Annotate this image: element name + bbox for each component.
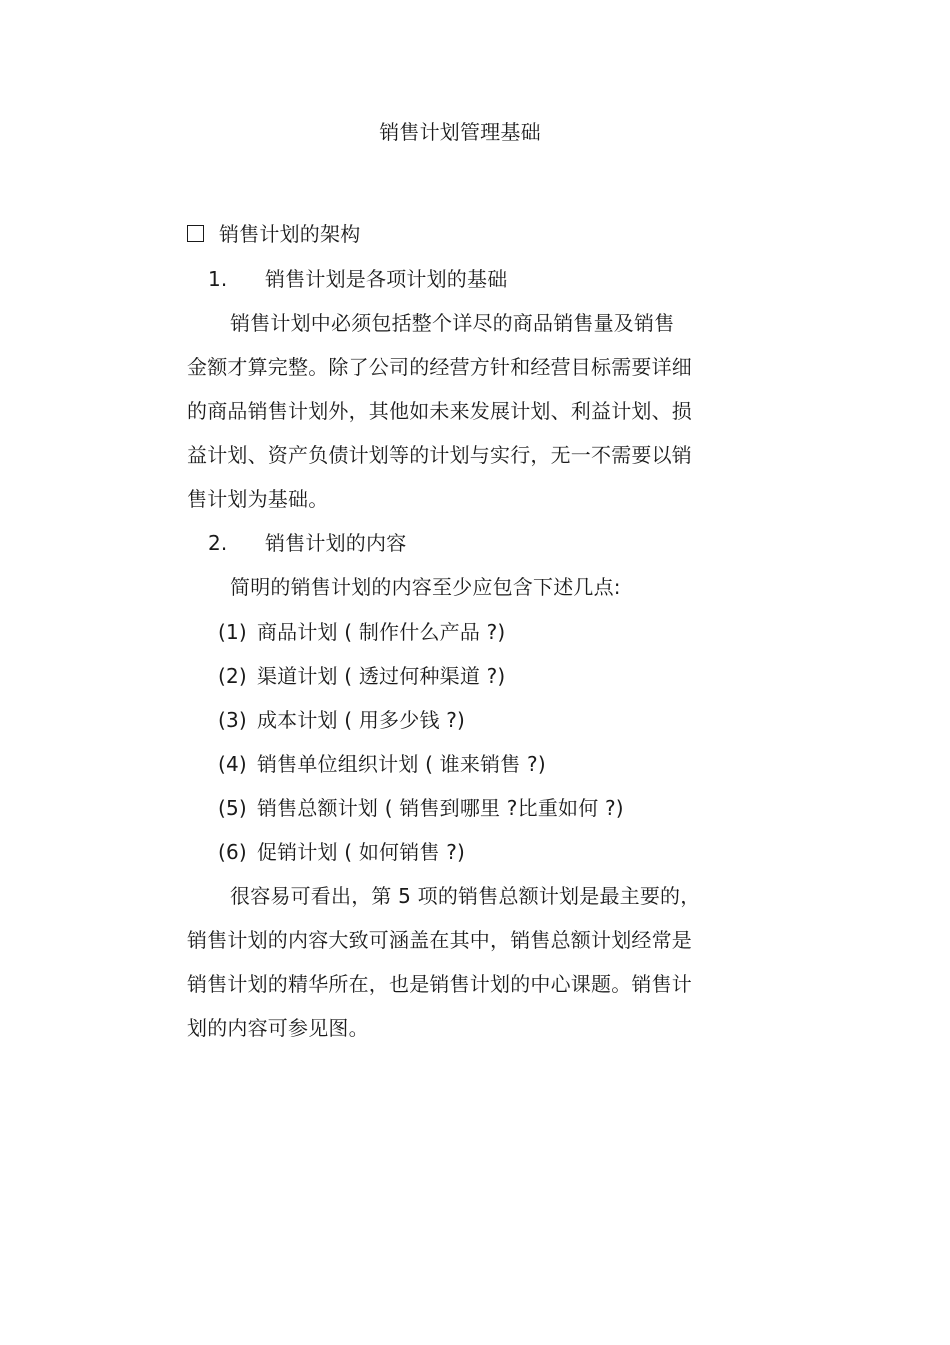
list-item-text: 销售总额计划 ( 销售到哪里 ?比重如何 ?)	[256, 796, 624, 820]
paragraph-1-line-2: 金额才算完整。除了公司的经营方针和经营目标需要详细	[187, 355, 692, 379]
closing-line-4: 划的内容可参见图。	[187, 1016, 369, 1040]
list-item	[218, 794, 624, 822]
list-item	[218, 706, 465, 734]
subsection-2-title: 销售计划的内容	[265, 531, 407, 555]
list-item-number: (1)	[218, 620, 247, 644]
closing-line-2: 销售计划的内容大致可涵盖在其中，销售总额计划经常是	[187, 928, 692, 952]
subsection-1-number: 1.	[208, 267, 228, 291]
closing-line-3: 销售计划的精华所在，也是销售计划的中心课题。销售计	[187, 972, 692, 996]
page-title: 销售计划管理基础	[379, 120, 541, 144]
list-item-text: 销售单位组织计划 ( 谁来销售 ?)	[256, 752, 546, 776]
paragraph-1-line-4: 益计划、资产负债计划等的计划与实行，无一不需要以销	[187, 443, 692, 467]
list-item-number: (3)	[218, 708, 247, 732]
paragraph-1-line-5: 售计划为基础。	[187, 487, 329, 511]
subsection-2-intro: 简明的销售计划的内容至少应包含下述几点:	[230, 575, 621, 599]
section-heading-text: 销售计划的架构	[219, 222, 361, 246]
subsection-2-number: 2.	[208, 531, 228, 555]
list-item-text: 商品计划 ( 制作什么产品 ?)	[256, 620, 506, 644]
list-item-text: 渠道计划 ( 透过何种渠道 ?)	[256, 664, 506, 688]
list-item-text: 成本计划 ( 用多少钱 ?)	[256, 708, 466, 732]
list-item-text: 促销计划 ( 如何销售 ?)	[256, 840, 466, 864]
list-item-number: (4)	[218, 752, 247, 776]
subsection-2-heading	[208, 529, 406, 557]
section-heading	[187, 220, 360, 248]
paragraph-1-line-3: 的商品销售计划外，其他如未来发展计划、利益计划、损	[187, 399, 692, 423]
subsection-1-heading	[208, 265, 507, 293]
list-item	[218, 838, 465, 866]
checkbox-square-icon	[187, 225, 204, 242]
closing-line-1: 很容易可看出，第 5 项的销售总额计划是最主要的，	[230, 884, 701, 908]
paragraph-1-line-1: 销售计划中必须包括整个详尽的商品销售量及销售	[230, 311, 675, 335]
list-item-number: (2)	[218, 664, 247, 688]
subsection-1-title: 销售计划是各项计划的基础	[265, 267, 508, 291]
list-item	[218, 750, 546, 778]
list-item	[218, 662, 505, 690]
list-item-number: (6)	[218, 840, 247, 864]
list-item-number: (5)	[218, 796, 247, 820]
list-item	[218, 618, 505, 646]
